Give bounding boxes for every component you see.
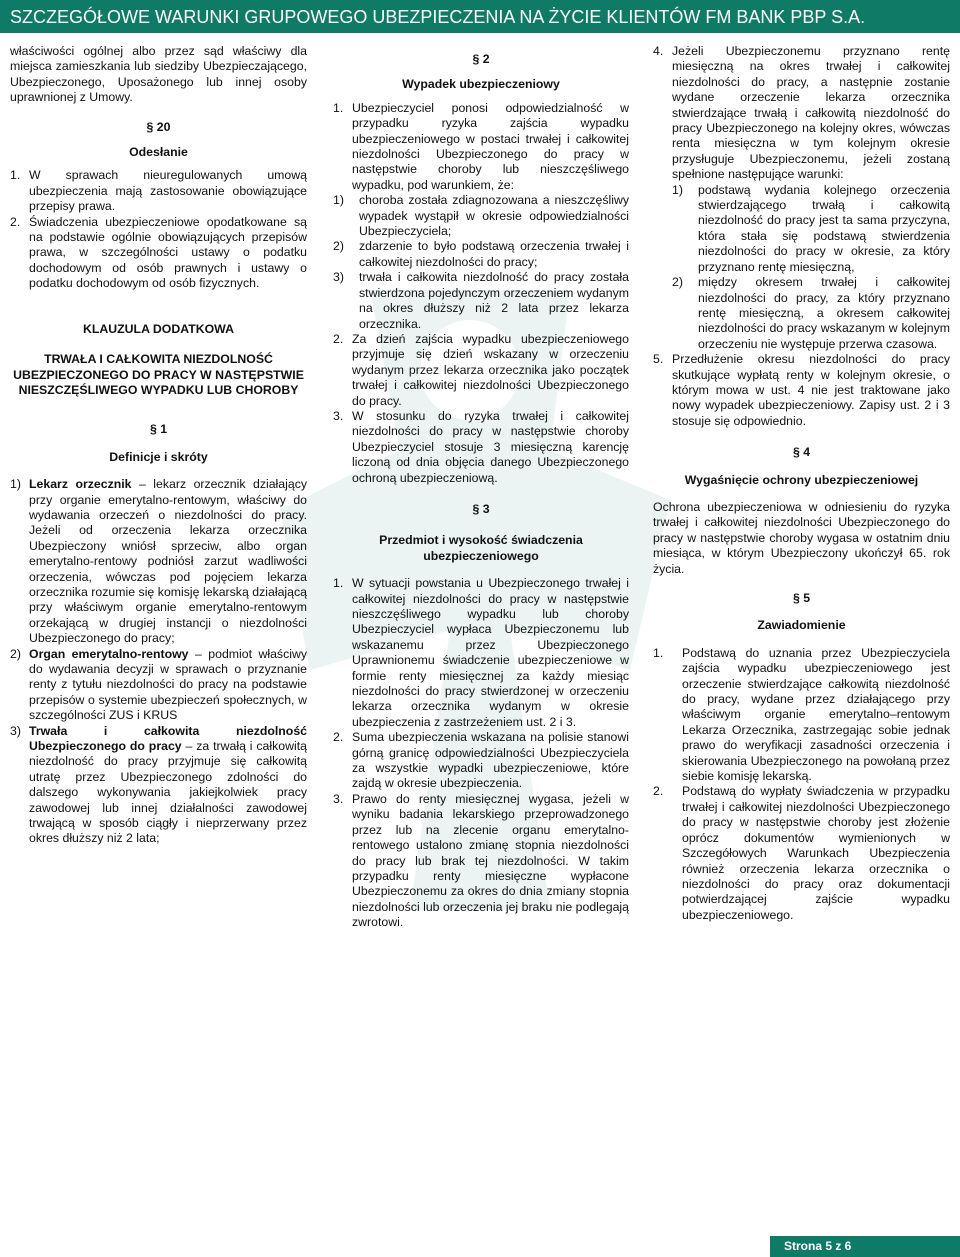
item-text: W sprawach nieuregulowanych umową ubezpieczenia mają zastosowanie obowiązujące przepisy prawa.	[29, 168, 307, 214]
item-text: Podstawą do uznania przez Ubezpieczyciela zajścia wypadku ubezpieczeniowego jest orzeczenie stwierdzające całkowitą niezdolność do pracy, wydane przez działającego przy właściwym organie emerytalno–rentowym Lekarza Orzecznika, zastrzegając sobie jednak prawo do weryfikacji zasadności orzeczenia i skierowania Ubezpieczonego na powołaną przez siebie komisję lekarską.	[682, 645, 950, 784]
list-item	[653, 44, 950, 183]
section-2-number: § 2	[333, 52, 629, 67]
item-text: Ubezpieczyciel ponosi odpowiedzialność w przypadku ryzyka zajścia wypadku ubezpieczeniowego w postaci trwałej i całkowitej niezdolności Ubezpieczonego do pracy w następstwie choroby lub nieszczęśliwego wypadku, pod warunkiem, że:	[352, 100, 629, 192]
list-item	[333, 792, 629, 931]
section-4-title: Wygaśnięcie ochrony ubezpieczeniowej	[684, 472, 919, 487]
item-number: 2.	[333, 331, 344, 346]
list-item	[333, 409, 629, 486]
section-2-title: Wypadek ubezpieczeniowy	[402, 77, 560, 92]
definition-text: – za trwałą i całkowitą niezdolność do pracy przyjmuje się całkowitą utratę przez Ubezpieczonego zdolności do dalszego wykonywania jakiejkolwiek pracy zawodowej lub innej działalności zawodowej trwającą w sposób ciągły i nieprzerwany przez okres dłuższy niż 2 lata;	[29, 739, 307, 846]
list-item	[333, 332, 629, 409]
item-number: 1.	[333, 576, 344, 591]
item-number: 1.	[10, 168, 21, 183]
item-number: 2.	[653, 784, 664, 799]
list-item	[333, 730, 629, 792]
sub-number: 1)	[672, 182, 683, 197]
list-item	[10, 168, 307, 214]
list-item	[653, 646, 950, 785]
list-item	[653, 352, 950, 429]
list-item	[333, 576, 629, 730]
page-header	[0, 0, 960, 33]
sub-item	[653, 275, 950, 352]
item-text: Prawo do renty miesięcznej wygasa, jeżeli w wyniku badania lekarskiego przeprowadzonego przez lub na zlecenie organu emerytalno-rentowego ustalono zmianę stopnia niezdolności do pracy lub brak tej niezdolności. W takim przypadku renty miesięczne wypłacone Ubezpieczonemu za okres do dnia zmiany stopnia niezdolności lub orzeczenia jej braku nie podlegają zwrotowi.	[352, 791, 629, 930]
item-number: 3)	[10, 723, 21, 738]
item-text: Jeżeli Ubezpieczonemu przyznano rentę miesięczną na okres trwałej i całkowitej niezdolności do pracy, a następnie zostanie wydane orzeczenie lekarza orzecznika stwierdzające trwałą i całkowitą niezdolność do pracy Ubezpieczonego na kolejny okres, wówczas renta miesięczna w tym kolejnym okresie przysługuje Ubezpieczonemu, jeżeli zostaną spełnione następujące warunki:	[672, 44, 950, 182]
section-1-number: § 1	[10, 422, 307, 437]
section-5-number: § 5	[653, 591, 950, 606]
list-item	[653, 784, 950, 923]
item-number: 3.	[333, 791, 344, 806]
page-footer	[770, 1236, 960, 1257]
column-2	[333, 44, 629, 931]
sub-item	[653, 183, 950, 275]
page-number: Strona 5 z 6	[784, 1239, 852, 1253]
section-1-title: Definicje i skróty	[109, 449, 208, 464]
item-text: Suma ubezpieczenia wskazana na polisie stanowi górną granicę odpowiedzialności Ubezpieczyciela za wszystkie wypadki ubezpieczeniowe, które zajdą w okresie ubezpieczenia.	[352, 730, 629, 791]
definition-text: – podmiot właściwy do wydawania decyzji w sprawach o przyznanie renty z tytułu niezdolności do pracy na podstawie przepisów o systemie ubezpieczeń społecznych, w szczególności ZUS i KRUS	[29, 646, 307, 723]
item-number: 1)	[10, 477, 21, 492]
section-5-title: Zawiadomienie	[757, 618, 846, 633]
section-20-number: § 20	[10, 120, 307, 135]
item-number: 4.	[653, 44, 664, 58]
section-3-title: Przedmiot i wysokość świadczenia ubezpieczeniowego	[379, 533, 583, 563]
item-number: 2.	[333, 730, 344, 745]
column-1	[10, 44, 307, 847]
sub-item	[333, 270, 629, 332]
item-text: Świadczenia ubezpieczeniowe opodatkowane są na podstawie ogólnie obowiązujących przepisów prawa, w szczególności ustawy o podatku dochodowym od osób prawnych i ustawy o podatku dochodowym od osób fizycznych.	[29, 214, 307, 291]
clause-heading: KLAUZULA DODATKOWA	[83, 321, 234, 336]
section-20-title: Odesłanie	[129, 145, 188, 160]
item-text: W sytuacji powstania u Ubezpieczonego trwałej i całkowitej niezdolności do pracy w następstwie nieszczęśliwego wypadku lub choroby Ubezpieczyciel wypłaca Ubezpieczonemu lub wskazanemu przez Ubezpieczonego Uprawnionemu świadczenie ubezpieczeniowe w formie renty miesięcznej za każdy miesiąc niezdolności do pracy stwierdzonej w orzeczeniu lekarza orzecznika wydanym w okresie ubezpieczenia z zastrzeżeniem ust. 2 i 3.	[352, 576, 629, 729]
sub-item	[333, 193, 629, 239]
sub-text: podstawą wydania kolejnego orzeczenia stwierdzającego trwałą i całkowitą niezdolność do pracy jest ta sama przyczyna, która stała się podstawą stwierdzenia niezdolności do pracy w okresie, za który przyznano rentę miesięczną,	[698, 182, 950, 274]
item-number: 1.	[333, 100, 344, 115]
sub-number: 2)	[672, 275, 683, 290]
item-text: Podstawą do wypłaty świadczenia w przypadku trwałej i całkowitej niezdolności Ubezpieczonego do pracy w następstwie choroby jest złożenie oprócz dokumentów wymienionych w Szczegółowych Warunkach Ubezpieczenia również orzeczenia lekarza orzecznika o niezdolności do pracy oraz dokumentacji potwierdzającej zajście wypadku ubezpieczeniowego.	[682, 784, 950, 922]
item-text: Przedłużenie okresu niezdolności do pracy skutkujące wypłatą renty w kolejnym okresie, o którym mowa w ust. 4 nie jest traktowane jako nowy wypadek ubezpieczeniowy. Zapisy ust. 2 i 3 stosuje się odpowiednio.	[672, 352, 950, 428]
sub-item	[333, 239, 629, 270]
definition-item	[10, 647, 307, 724]
item-number: 2)	[10, 646, 21, 661]
item-number: 1.	[653, 645, 664, 660]
sub-number: 3)	[333, 270, 344, 285]
item-text: Za dzień zajścia wypadku ubezpieczeniowego przyjmuje się dzień wskazany w orzeczeniu wydanym przez lekarza orzecznika jako początek trwałej i całkowitej niezdolności Ubezpieczonego do pracy.	[352, 331, 629, 408]
list-item	[333, 101, 629, 193]
item-number: 2.	[10, 214, 21, 229]
column-3	[653, 44, 950, 923]
item-number: 5.	[653, 352, 664, 367]
sub-number: 1)	[333, 193, 344, 208]
definition-item	[10, 477, 307, 646]
section-4-text: Ochrona ubezpieczeniowa w odniesieniu do ryzyka trwałej i całkowitej niezdolności Ubezpieczonego do pracy w następstwie choroby wygasa w ostatnim dniu miesiąca, w którym Ubezpieczony ukończył 65. rok życia.	[653, 499, 950, 576]
definition-text: – lekarz orzecznik działający przy organie emerytalno-rentowym, właściwy do wydawania orzeczeń o niezdolności do pracy. Jeżeli od orzeczenia lekarza orzecznika Ubezpieczony wniósł sprzeciw, albo organ emerytalno-rentowy podniósł zarzut wadliwości orzeczenia, wówczas pod pojęciem lekarza orzecznika rozumie się komisję lekarską działającą przy właściwym organie emerytalno-rentowym orzekającą w drugiej instancji o niezdolności Ubezpieczonego do pracy;	[29, 477, 307, 646]
sub-text: zdarzenie to było podstawą orzeczenia trwałej i całkowitej niezdolności do pracy;	[359, 239, 629, 269]
definition-term: Trwała i całkowita niezdolność Ubezpieczonego do pracy	[29, 723, 307, 754]
definition-term: Lekarz orzecznik	[29, 477, 132, 492]
sub-text: między okresem trwałej i całkowitej niezdolności do pracy, za który przyznano rentę miesięczną, a okresem całkowitej niezdolności do pracy wskazanym w kolejnym orzeczeniu nie występuje przerwa czasowa.	[698, 275, 950, 351]
clause-title: TRWAŁA I CAŁKOWITA NIEZDOLNOŚĆ UBEZPIECZONEGO DO PRACY W NASTĘPSTWIE NIESZCZĘŚLIWEGO WYPADKU LUB CHOROBY	[13, 352, 304, 397]
sub-text: trwała i całkowita niezdolność do pracy została stwierdzona pojedynczym orzeczeniem wydanym na okres dłuższy niż 2 lata przez lekarza orzecznika.	[359, 270, 629, 331]
section-3-number: § 3	[333, 502, 629, 517]
sub-text: choroba została zdiagnozowana a nieszczęśliwy wypadek wystąpił w okresie odpowiedzialności Ubezpieczyciela;	[359, 193, 629, 239]
definition-item	[10, 724, 307, 847]
item-text: W stosunku do ryzyka trwałej i całkowitej niezdolności do pracy w następstwie choroby Ubezpieczyciel stosuje 3 miesięczną karencję liczoną od dnia objęcia danego Ubezpieczonego ochroną ubezpieczeniową.	[352, 408, 629, 485]
section-4-number: § 4	[653, 445, 950, 460]
definition-term: Organ emerytalno-rentowy	[29, 646, 189, 661]
intro-paragraph: właściwości ogólnej albo przez sąd właściwy dla miejsca zamieszkania lub siedziby Ubezpieczającego, Ubezpieczonego, Uposażonego lub innej osoby uprawnionej z Umowy.	[10, 44, 307, 105]
sub-number: 2)	[333, 239, 344, 254]
document-title: SZCZEGÓŁOWE WARUNKI GRUPOWEGO UBEZPIECZENIA NA ŻYCIE KLIENTÓW FM BANK PBP S.A.	[10, 7, 866, 27]
item-number: 3.	[333, 408, 344, 423]
list-item	[10, 215, 307, 292]
